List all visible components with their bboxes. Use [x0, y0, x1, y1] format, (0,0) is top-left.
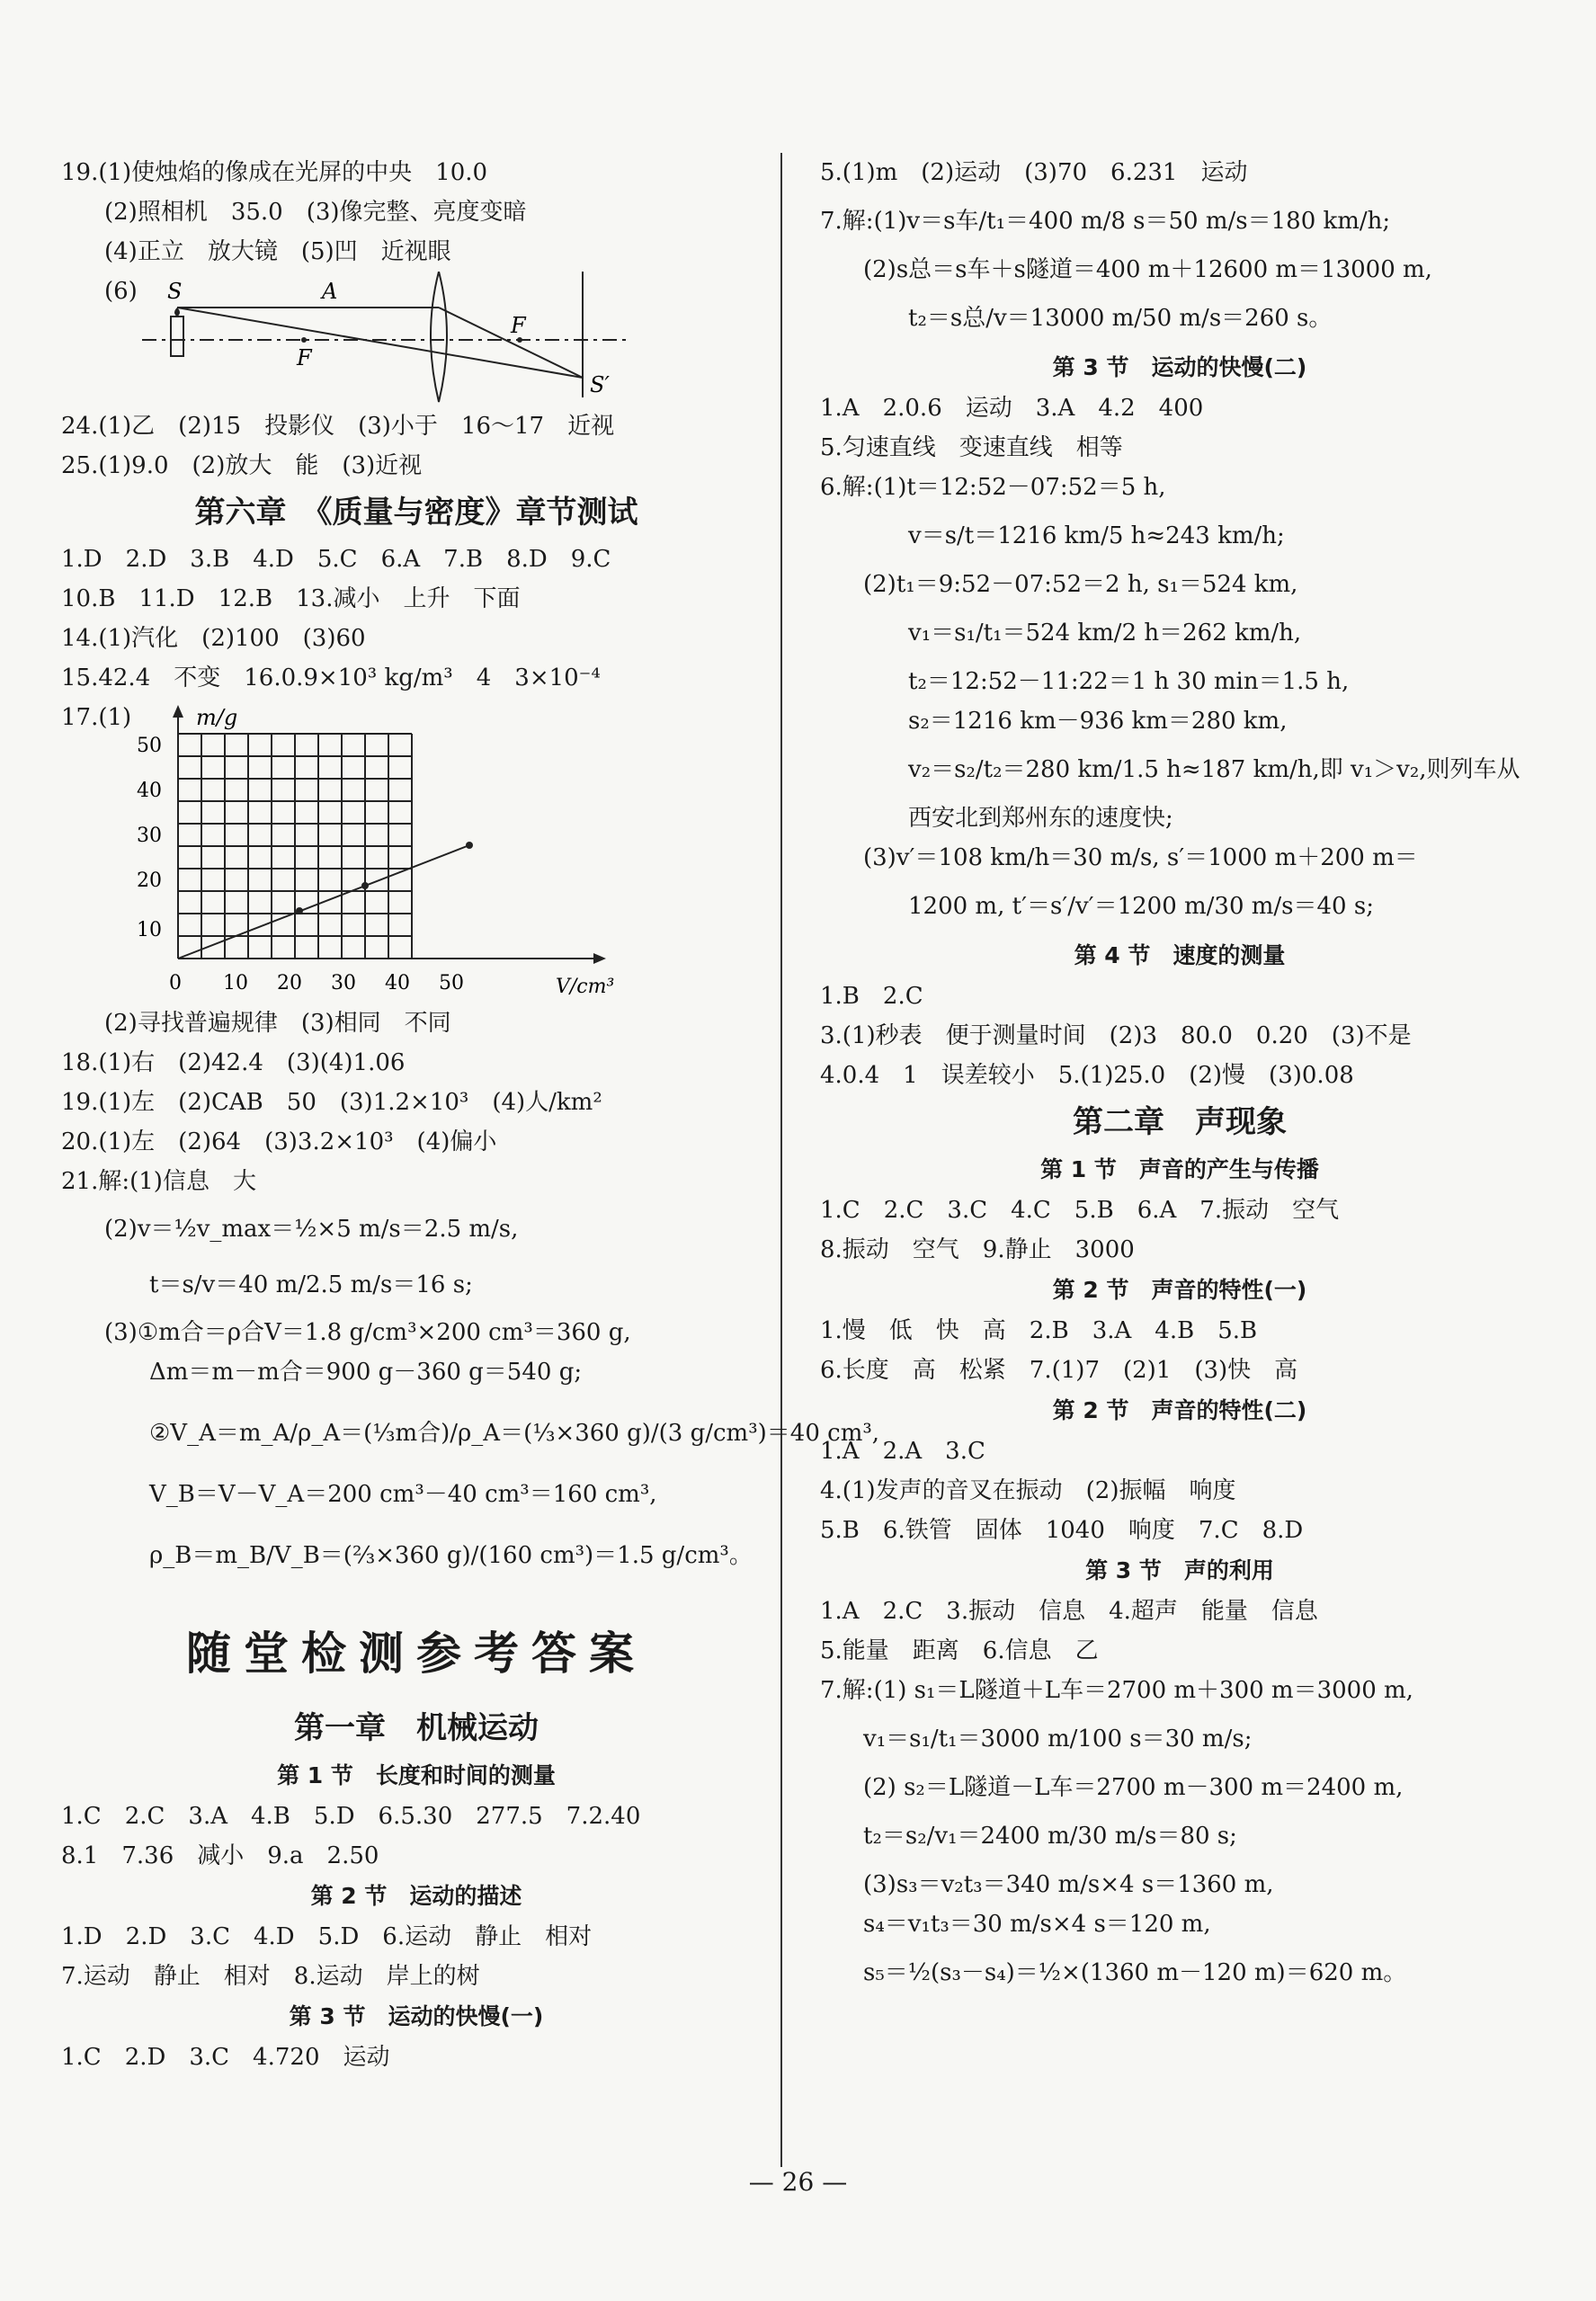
- answer-line: t₂＝12:52－11:22＝1 h 30 min＝1.5 h,: [908, 668, 1350, 695]
- answer-line: 1.A 2.A 3.C: [820, 1438, 985, 1465]
- x-tick-label: 20: [277, 972, 302, 994]
- answer-line: (2)v＝½v_max＝½×5 m/s＝2.5 m/s,: [104, 1216, 519, 1243]
- diagram-label: S: [167, 279, 183, 304]
- answer-line: 10.B 11.D 12.B 13.减小 上升 下面: [61, 585, 521, 612]
- section-heading: 第 3 节 运动的快慢(一): [289, 2003, 544, 2029]
- x-tick-label: 30: [331, 972, 356, 994]
- answer-line: V_B＝V－V_A＝200 cm³－40 cm³＝160 cm³,: [149, 1481, 657, 1508]
- section-heading: 第 2 节 声音的特性(一): [1052, 1277, 1307, 1303]
- answer-line: s₄＝v₁t₃＝30 m/s×4 s＝120 m,: [863, 1911, 1211, 1938]
- answer-line: 24.(1)乙 (2)15 投影仪 (3)小于 16～17 近视: [61, 413, 615, 440]
- answer-line: (3)①m合＝ρ合V＝1.8 g/cm³×200 cm³＝360 g,: [104, 1319, 631, 1346]
- section-heading: 第 2 节 运动的描述: [310, 1883, 522, 1909]
- answer-line: 4.(1)发声的音叉在振动 (2)振幅 响度: [820, 1477, 1236, 1504]
- answer-line: 14.(1)汽化 (2)100 (3)60: [61, 625, 366, 652]
- answer-line: 21.解:(1)信息 大: [61, 1168, 256, 1195]
- chapter-heading: 第一章 机械运动: [294, 1710, 539, 1746]
- answer-line: (2)照相机 35.0 (3)像完整、亮度变暗: [104, 199, 527, 226]
- y-tick-label: 10: [137, 919, 162, 941]
- graph-row: [61, 698, 771, 1003]
- mass-volume-graph: [133, 698, 637, 1003]
- answer-line: 7.解:(1) s₁＝L隧道＋L车＝2700 m＋300 m＝3000 m,: [820, 1677, 1413, 1704]
- answer-line: (3)s₃＝v₂t₃＝340 m/s×4 s＝1360 m,: [863, 1871, 1274, 1898]
- answer-line: 6.解:(1)t＝12:52－07:52＝5 h,: [820, 474, 1166, 501]
- answer-line: ρ_B＝m_B/V_B＝(⅔×360 g)/(160 cm³)＝1.5 g/cm³。: [149, 1542, 753, 1569]
- chapter-heading: 第六章 《质量与密度》章节测试: [194, 495, 638, 531]
- diagram-label: A: [322, 279, 338, 304]
- answer-line: v₁＝s₁/t₁＝524 km/2 h＝262 km/h,: [908, 620, 1302, 647]
- y-tick-label: 50: [137, 735, 162, 757]
- answer-line: 20.(1)左 (2)64 (3)3.2×10³ (4)偏小: [61, 1128, 497, 1155]
- x-axis-label: V/cm³: [556, 976, 615, 998]
- answer-line: ②V_A＝m_A/ρ_A＝(⅓m合)/ρ_A＝(⅓×360 g)/(3 g/cm³)＝40 cm³,: [149, 1420, 880, 1447]
- y-axis-label: m/g: [196, 705, 238, 730]
- answer-line: 5.B 6.铁管 固体 1040 响度 7.C 8.D: [820, 1517, 1304, 1544]
- y-tick-label: 20: [137, 870, 162, 892]
- answer-line: v₁＝s₁/t₁＝3000 m/100 s＝30 m/s;: [863, 1726, 1253, 1753]
- answer-line: 15.42.4 不变 16.0.9×10³ kg/m³ 4 3×10⁻⁴: [61, 664, 601, 691]
- diagram-label: F: [511, 313, 526, 338]
- diagram-label: S′: [590, 372, 610, 397]
- answer-line: (2)寻找普遍规律 (3)相同 不同: [104, 1010, 451, 1037]
- lens-ray-diagram: [142, 272, 646, 406]
- answer-line: 西安北到郑州东的速度快;: [908, 805, 1173, 832]
- answer-line: (2)s总＝s车＋s隧道＝400 m＋12600 m＝13000 m,: [863, 256, 1432, 283]
- section-heading: 第 3 节 声的利用: [1085, 1557, 1274, 1583]
- answer-line: 6.长度 高 松紧 7.(1)7 (2)1 (3)快 高: [820, 1357, 1298, 1384]
- chapter-heading: 第二章 声现象: [1073, 1104, 1287, 1140]
- page-number: — 26 —: [748, 2167, 848, 2197]
- y-tick-label: 40: [137, 780, 162, 802]
- answer-line: 7.解:(1)v＝s车/t₁＝400 m/8 s＝50 m/s＝180 km/h;: [820, 208, 1391, 235]
- answer-line: 5.匀速直线 变速直线 相等: [820, 434, 1123, 461]
- answer-line: 1.C 2.C 3.C 4.C 5.B 6.A 7.振动 空气: [820, 1197, 1340, 1224]
- answer-line: 1.C 2.C 3.A 4.B 5.D 6.5.30 277.5 7.2.40: [61, 1803, 641, 1830]
- x-tick-label: 40: [385, 972, 410, 994]
- answer-line: Δm＝m－m合＝900 g－360 g＝540 g;: [149, 1359, 583, 1386]
- answer-line: 25.(1)9.0 (2)放大 能 (3)近视: [61, 452, 423, 479]
- column-divider: [780, 153, 782, 2167]
- answer-line: 17.(1): [61, 704, 132, 731]
- section-heading: 第 4 节 速度的测量: [1074, 942, 1286, 968]
- y-tick-label: 30: [137, 825, 162, 847]
- answer-line: (3)v′＝108 km/h＝30 m/s, s′＝1000 m＋200 m＝: [863, 844, 1418, 871]
- answer-line: v＝s/t＝1216 km/5 h≈243 km/h;: [908, 522, 1285, 549]
- x-tick-label: 0: [169, 972, 182, 994]
- answer-line: 19.(1)左 (2)CAB 50 (3)1.2×10³ (4)人/km²: [61, 1089, 602, 1116]
- answer-line: 18.(1)右 (2)42.4 (3)(4)1.06: [61, 1049, 406, 1076]
- section-heading: 第 1 节 长度和时间的测量: [277, 1762, 556, 1788]
- answer-line: 19.(1)使烛焰的像成在光屏的中央 10.0: [61, 159, 488, 186]
- section-heading: 第 3 节 运动的快慢(二): [1052, 354, 1307, 380]
- answer-line: 1.D 2.D 3.B 4.D 5.C 6.A 7.B 8.D 9.C: [61, 546, 611, 573]
- answer-line: (6): [104, 278, 138, 305]
- answer-line: 8.1 7.36 减小 9.a 2.50: [61, 1842, 379, 1869]
- answer-line: s₂＝1216 km－936 km＝280 km,: [908, 708, 1288, 735]
- right-column: [820, 153, 1539, 2002]
- answer-line: 1.A 2.0.6 运动 3.A 4.2 400: [820, 395, 1204, 422]
- answer-line: 7.运动 静止 相对 8.运动 岸上的树: [61, 1963, 480, 1990]
- answer-line: t＝s/v＝40 m/2.5 m/s＝16 s;: [149, 1271, 473, 1298]
- answer-line: (4)正立 放大镜 (5)凹 近视眼: [104, 238, 451, 265]
- big-title: 随堂检测参考答案: [186, 1627, 646, 1680]
- section-heading: 第 2 节 声音的特性(二): [1052, 1397, 1307, 1423]
- optics-diagram-row: [61, 272, 771, 406]
- answer-line: 8.振动 空气 9.静止 3000: [820, 1236, 1135, 1263]
- answer-line: 1.慢 低 快 高 2.B 3.A 4.B 5.B: [820, 1317, 1258, 1344]
- answer-line: 1.C 2.D 3.C 4.720 运动: [61, 2044, 390, 2071]
- answer-line: t₂＝s总/v＝13000 m/50 m/s＝260 s。: [908, 305, 1333, 332]
- answer-line: 5.(1)m (2)运动 (3)70 6.231 运动: [820, 159, 1248, 186]
- x-tick-label: 10: [223, 972, 248, 994]
- answer-line: 3.(1)秒表 便于测量时间 (2)3 80.0 0.20 (3)不是: [820, 1022, 1412, 1049]
- answer-line: 1200 m, t′＝s′/v′＝1200 m/30 m/s＝40 s;: [908, 893, 1374, 920]
- answer-line: 1.D 2.D 3.C 4.D 5.D 6.运动 静止 相对: [61, 1923, 593, 1950]
- answer-line: 5.能量 距离 6.信息 乙: [820, 1637, 1099, 1664]
- diagram-label: F: [297, 345, 312, 370]
- answer-line: (2)t₁＝9:52－07:52＝2 h, s₁＝524 km,: [863, 571, 1298, 598]
- answer-line: v₂＝s₂/t₂＝280 km/1.5 h≈187 km/h,即 v₁＞v₂,则列车从: [908, 756, 1520, 783]
- answer-line: 1.B 2.C: [820, 983, 923, 1010]
- x-tick-label: 50: [439, 972, 464, 994]
- answer-line: 4.0.4 1 误差较小 5.(1)25.0 (2)慢 (3)0.08: [820, 1062, 1354, 1089]
- answer-line: 1.A 2.C 3.振动 信息 4.超声 能量 信息: [820, 1598, 1318, 1625]
- answer-line: s₅＝½(s₃－s₄)＝½×(1360 m－120 m)＝620 m。: [863, 1959, 1407, 1986]
- answer-line: t₂＝s₂/v₁＝2400 m/30 m/s＝80 s;: [863, 1823, 1237, 1850]
- section-heading: 第 1 节 声音的产生与传播: [1040, 1156, 1319, 1182]
- answer-line: (2) s₂＝L隧道－L车＝2700 m－300 m＝2400 m,: [863, 1774, 1404, 1801]
